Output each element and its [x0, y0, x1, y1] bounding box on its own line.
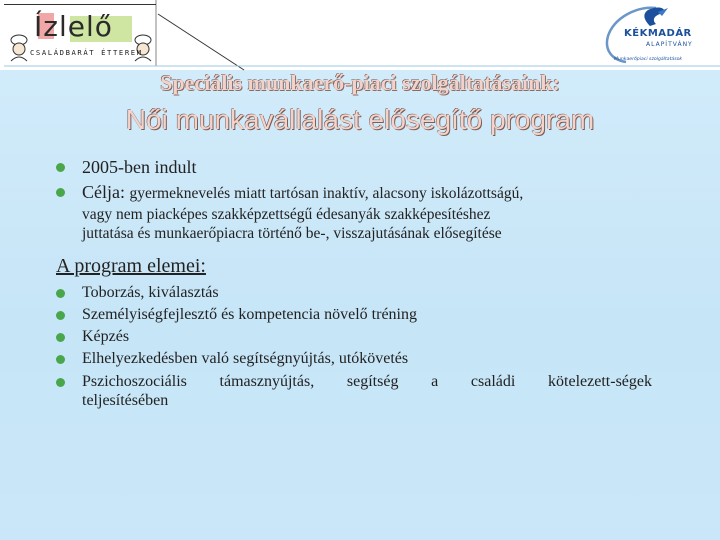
kekmadar-sub: ALAPÍTVÁNY: [646, 41, 693, 48]
element-text-line1: Pszichoszociális támasznyújtás, segítség a családi kötelezett-ségek: [82, 373, 652, 390]
list-item: [56, 304, 652, 326]
kekmadar-logo: [596, 4, 716, 66]
section-heading: A program elemei:: [56, 255, 206, 277]
kekmadar-name: KÉKMADÁR: [624, 28, 692, 39]
slide-subtitle: Női munkavállalást elősegítő program: [125, 104, 595, 135]
element-text: Toborzás, kiválasztás: [82, 284, 219, 301]
chef-icon: [8, 34, 30, 62]
bullet-lead: Célja:: [82, 182, 130, 202]
program-elements-list: [56, 282, 652, 410]
intro-bullet-list: [56, 156, 666, 243]
bullet-text-line3: juttatása és munkaerőpiacra történő be-, visszajutásának elősegítése: [82, 225, 502, 242]
element-text: Személyiségfejlesztő és kompetencia növelő tréning: [82, 306, 417, 323]
bullet-text: gyermeknevelés miatt tartósan inaktív, alacsony iskolázottságú,: [129, 185, 524, 202]
kekmadar-tagline: Munkaerőpiaci szolgáltatások: [614, 57, 683, 62]
bullet-icon: [56, 355, 65, 364]
bullet-icon: [56, 378, 65, 387]
list-item: [56, 348, 652, 370]
logo-rule: [4, 4, 156, 5]
bullet-icon: [56, 311, 65, 320]
list-item: [56, 282, 652, 304]
element-text: Elhelyezkedésben való segítségnyújtás, utókövetés: [82, 350, 409, 367]
list-item: [56, 181, 666, 243]
bullet-text-line2: vagy nem piacképes szakképzettségű édesanyák szakképesítéshez: [82, 206, 491, 223]
bullet-icon: [56, 163, 65, 172]
logo-subtitle: CSALÁDBARÁT ÉTTEREM: [30, 48, 143, 57]
list-item: [56, 370, 652, 410]
element-text-line2: teljesítésében: [82, 392, 169, 409]
bullet-icon: [56, 188, 65, 197]
slide-title: Speciális munkaerő-piaci szolgáltatásaink:: [160, 70, 560, 95]
bullet-icon: [56, 333, 65, 342]
bullet-text: 2005-ben indult: [82, 157, 197, 177]
element-text: Képzés: [82, 328, 130, 345]
bullet-icon: [56, 289, 65, 298]
logo-wordmark: Ízlelő: [34, 10, 113, 43]
list-item: [56, 326, 652, 348]
list-item: [56, 156, 666, 178]
izlelo-logo: [4, 4, 156, 64]
